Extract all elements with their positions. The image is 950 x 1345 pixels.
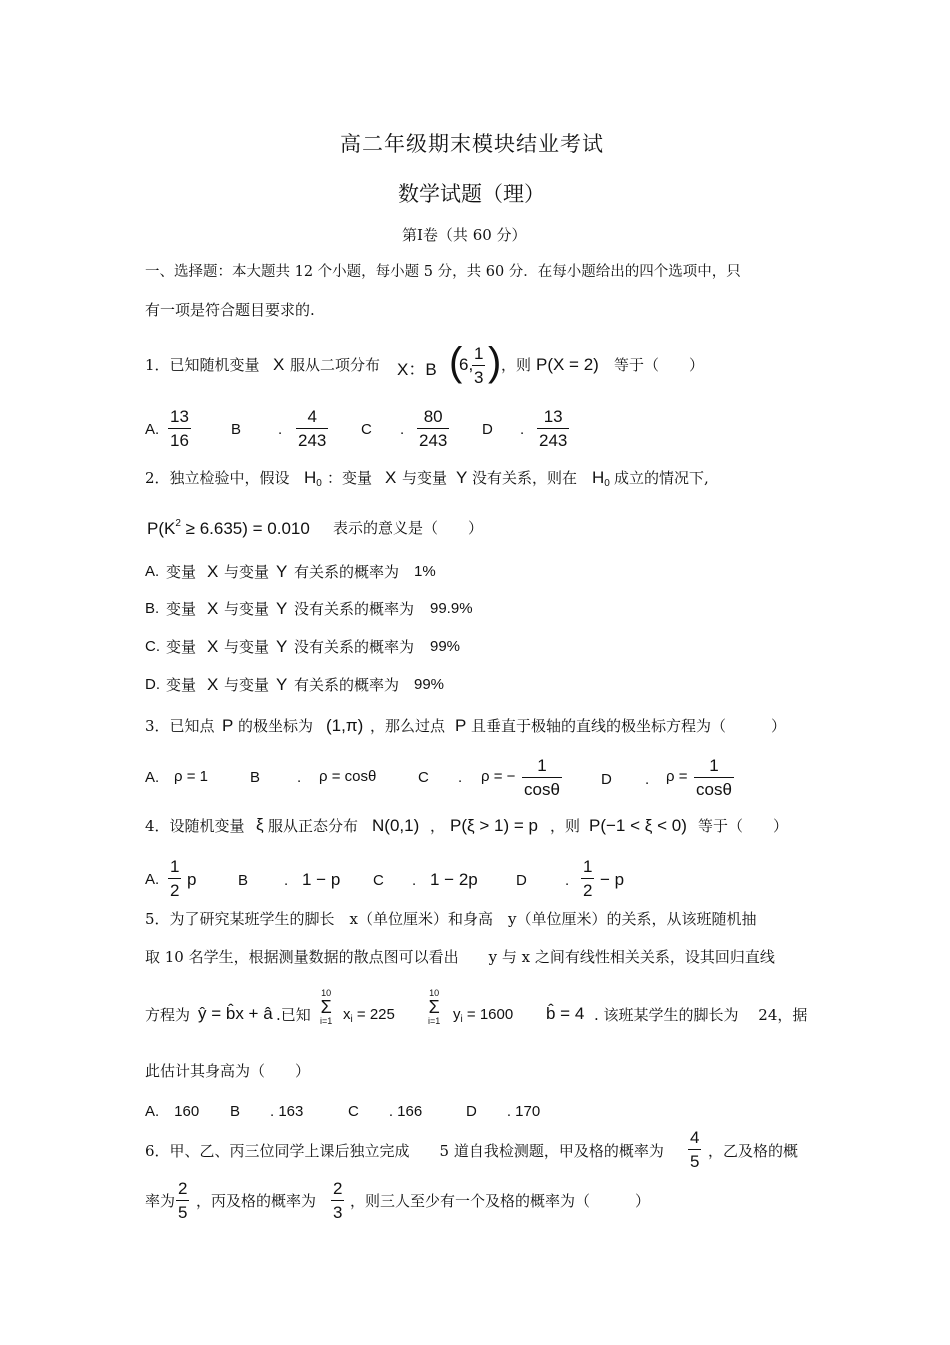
q2-line1-post: 成立的情况下, [614,469,709,487]
exam-subtitle: 数学试题（理） [398,182,545,206]
q5-sum-x-sigma: 10 Σ i=1 [320,988,333,1026]
q2-line1-mid2: 与变量 [402,469,448,487]
q4-mid2: ，则 [550,817,581,835]
q3-opt-d-frac: $\frac{1}{\cos\theta}$ [694,755,734,802]
q5-line4: 此估计其身高为（ ） [145,1062,311,1080]
q3-opt-d-dot: . [645,771,650,788]
q3-opt-c-pre: ρ = − [481,768,516,785]
q6-line2-mid: ，丙及格的概率为 [196,1192,317,1210]
q1-paren-left: ( [449,340,463,384]
q3-opt-a-label: A. [145,769,160,786]
q3-opt-c-dot: . [458,769,463,786]
q5-opt-d: D . 170 [466,1103,541,1120]
q1-opt-c: $\frac{80}{243}$ [417,406,449,453]
q4-opt-b-dot: . [284,872,289,889]
q1-opt-d: $\frac{13}{243}$ [537,406,569,453]
q1-opt-c-dot: . [400,421,405,438]
q3-opt-d-label: D [601,771,612,788]
q5-line3-mid: .已知 [276,1006,311,1024]
q6-line2-post: ，则三人至少有一个及格的概率为（ ） [350,1192,651,1210]
q1-post: 等于（ ） [614,356,705,374]
q2-line1-mid: ：变量 [327,469,373,487]
q3-p: P [222,716,234,735]
q6-yi-frac: $\frac{2}{5}$ [176,1178,189,1225]
q2-y: Y [456,468,468,487]
q1-opt-d-dot: . [520,421,525,438]
q3-coord: (1,π) [326,716,364,735]
q4-opt-a-label: A. [145,871,160,888]
q6-line2-pre: 率为 [145,1192,176,1210]
q3-opt-b: ρ = cosθ [319,768,377,785]
volume-label: 第Ⅰ卷（共 60 分） [402,226,527,244]
q1-opt-a-label: A. [145,421,160,438]
q6-jia-frac: $\frac{4}{5}$ [688,1127,701,1174]
q3-p-b: P [455,716,467,735]
q1-opt-a: $\frac{13}{16}$ [168,406,191,453]
q4-target: P(−1 < ξ < 0) [589,816,687,835]
q6-line1-pre: 6．甲、乙、丙三位同学上课后独立完成 5 道自我检测题，甲及格的概率为 [145,1142,664,1160]
q5-opt-a: A. 160 [145,1103,200,1120]
q2-line1-pre: 2．独立检验中，假设 [145,469,290,487]
exam-title: 高二年级期末模块结业考试 [340,132,604,156]
q5-opt-c: C . 166 [348,1103,423,1120]
q4-opt-a-post: p [187,870,197,889]
q1-param-frac: $\frac{1}{3}$ [472,343,485,390]
q5-reg-eq: ŷ = b̂x + â [198,1004,273,1023]
q5-sum-x: $x_i = 225$ [343,1006,395,1025]
q4-sep: ， [430,817,446,835]
q3-opt-a: ρ = 1 [174,768,208,785]
q4-opt-c: 1 − 2p [430,870,478,889]
q3-mid: 的极坐标为 [238,717,314,735]
q2-h0: $H_0$ [304,468,322,489]
q5-opt-b: B . 163 [230,1103,304,1120]
q4-opt-d-frac: $\frac{1}{2}$ [581,856,594,903]
q6-line1-post: ，乙及格的概 [708,1142,799,1160]
q1-paren-right: ) [488,340,502,384]
q1-expr: P(X = 2) [536,355,599,374]
q1-opt-d-label: D [482,421,493,438]
q4-opt-d-label: D [516,872,527,889]
q4-xi: ξ [256,815,264,834]
q4-opt-b: 1 − p [302,870,341,889]
q4-mid: 服从正态分布 [268,817,359,835]
q1-sep: ，则 [501,356,532,374]
q1-opt-b-label: B [231,421,242,438]
q4-opt-b-label: B [238,872,249,889]
instructions-line2: 有一项是符合题目要求的. [145,301,315,319]
q5-b-hat: b̂ = 4 [546,1004,585,1023]
q5-line3-pre: 方程为 [145,1006,191,1024]
q5-line3-post: . 该班某学生的脚长为 24，据 [594,1006,808,1024]
q5-line2: 取 10 名学生，根据测量数据的散点图可以看出 y 与 x 之间有线性相关关系，设其回归直线 [145,948,775,966]
q1-dist: X：B [397,360,437,379]
q4-dist: N(0,1) [372,816,420,835]
instructions-line1: 一、选择题：本大题共 12 个小题，每小题 5 分，共 60 分．在每小题给出的四个选项中，只 [145,264,741,280]
q3-opt-c-frac: $\frac{1}{\cos\theta}$ [522,755,562,802]
q2-x: X [385,468,397,487]
q4-opt-a-frac: $\frac{1}{2}$ [168,856,181,903]
q4-opt-d-post: − p [600,870,625,889]
q1-opt-b-dot: . [278,421,283,438]
q5-line1: 5．为了研究某班学生的脚长 x（单位厘米）和身高 y（单位厘米）的关系，从该班随机抽 [145,910,757,928]
q4-post: 等于（ ） [698,817,789,835]
q1-pre: 1．已知随机变量 [145,356,260,374]
q3-opt-b-label: B [250,769,261,786]
q3-post: 且垂直于极轴的直线的极坐标方程为（ ） [471,717,787,735]
q3-opt-d-pre: ρ = [666,768,688,785]
q4-opt-c-dot: . [412,872,417,889]
q3-pre: 3．已知点 [145,717,215,735]
q4-opt-d-dot: . [565,872,570,889]
q3-opt-c-label: C [418,769,429,786]
q5-sum-y-sigma: 10 Σ i=1 [428,988,441,1026]
q3-opt-b-dot: . [297,769,302,786]
q6-bing-frac: $\frac{2}{3}$ [331,1178,344,1225]
q1-opt-b: $\frac{4}{243}$ [296,406,328,453]
q2-line2-post: 表示的意义是（ ） [333,519,484,537]
q4-pre: 4．设随机变量 [145,817,245,835]
q1-mid: 服从二项分布 [290,356,381,374]
q1-param-n: 6, [459,355,474,374]
q1-opt-c-label: C [361,421,372,438]
q1-var: X [273,355,285,374]
q2-line1-mid3: 没有关系，则在 [472,469,578,487]
q5-sum-y: $y_i = 1600$ [453,1006,514,1025]
q3-mid2: ，那么过点 [370,717,446,735]
q4-cond: P(ξ > 1) = p [450,816,538,835]
q4-opt-c-label: C [373,872,384,889]
q2-h0-b: $H_0$ [592,468,610,489]
q2-line2-expr: $P(K^2 \ge 6.635) = 0.010$ [147,518,310,538]
